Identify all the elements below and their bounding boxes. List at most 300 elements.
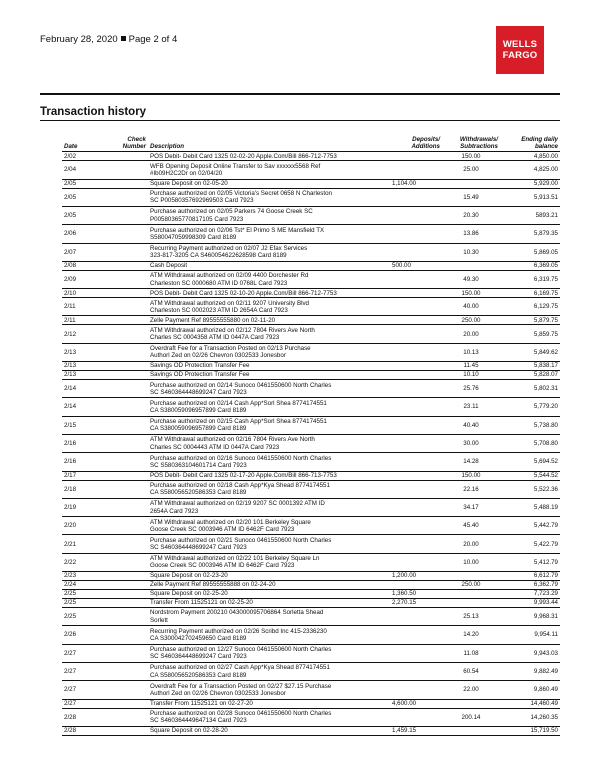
cell-check-number	[86, 362, 148, 371]
cell-check-number	[86, 371, 148, 380]
cell-deposit	[388, 152, 442, 161]
cell-withdrawal: 40.00	[442, 298, 500, 316]
cell-date: 2/21	[62, 535, 86, 553]
col-header-description: Description	[150, 143, 185, 151]
cell-check-number	[86, 325, 148, 343]
cell-balance: 9,993.44	[500, 599, 560, 608]
cell-withdrawal: 25.00	[442, 161, 500, 179]
cell-balance: 5,522.36	[500, 480, 560, 498]
cell-withdrawal: 49.30	[442, 270, 500, 288]
description-line: ATM Withdrawal authorized on 02/09 4400 Dorchester Rd	[150, 272, 309, 280]
statement-header	[40, 34, 177, 45]
description-line: Purchase authorized on 12/27 Sunoco 0461550600 North Charles	[150, 646, 332, 654]
description-line: 323-817-3205 CA S460054622628598 Card 8189	[150, 252, 287, 260]
cell-date: 2/05	[62, 207, 86, 225]
table-header-row	[62, 136, 560, 152]
cell-description	[148, 471, 388, 480]
description-line: ATM Withdrawal authorized on 02/20 101 Berkeley Square	[150, 518, 311, 526]
cell-description	[148, 243, 388, 261]
cell-check-number	[86, 553, 148, 571]
cell-description	[148, 371, 388, 380]
cell-check-number	[86, 243, 148, 261]
description-line: Authorl Zed on 02/26 Chevron 0302533 Jonesbor	[150, 689, 286, 697]
cell-check-number	[86, 343, 148, 361]
table-row	[62, 626, 560, 644]
cell-description	[148, 626, 388, 644]
cell-deposit	[388, 498, 442, 516]
cell-description	[148, 644, 388, 662]
cell-balance: 5,694.52	[500, 453, 560, 471]
cell-date: 2/05	[62, 188, 86, 206]
cell-deposit	[388, 434, 442, 452]
cell-withdrawal: 25.76	[442, 380, 500, 398]
cell-date: 2/07	[62, 243, 86, 261]
description-line: SC P00580357692969503 Card 7923	[150, 197, 254, 205]
cell-check-number	[86, 726, 148, 735]
cell-withdrawal: 34.17	[442, 498, 500, 516]
cell-check-number	[86, 581, 148, 590]
cell-date: 2/13	[62, 371, 86, 380]
description-line: Sorlett	[150, 616, 168, 624]
square-bullet-icon	[121, 36, 126, 41]
cell-description	[148, 572, 388, 581]
cell-withdrawal: 13.86	[442, 225, 500, 243]
table-row	[62, 152, 560, 161]
cell-description	[148, 398, 388, 416]
page-number: Page 2 of 4	[128, 34, 178, 45]
cell-description	[148, 517, 388, 535]
cell-balance: 5,422.79	[500, 535, 560, 553]
description-line: WFB Opening Deposit Online Transfer to Sav xxxxxx5568 Ref	[150, 162, 321, 170]
table-row	[62, 590, 560, 599]
cell-date: 2/20	[62, 517, 86, 535]
cell-deposit	[388, 553, 442, 571]
description-line: Purchase authorized on 02/27 Cash App*Kya Shead 8774174551	[150, 664, 330, 672]
table-row	[62, 325, 560, 343]
table-row	[62, 434, 560, 452]
cell-balance: 5,859.75	[500, 325, 560, 343]
cell-description	[148, 298, 388, 316]
description-line: Square Deposit on 02-23-20	[150, 572, 228, 580]
cell-deposit	[388, 207, 442, 225]
cell-balance: 5,488.19	[500, 498, 560, 516]
cell-date: 2/04	[62, 161, 86, 179]
cell-deposit	[388, 535, 442, 553]
cell-date: 2/14	[62, 398, 86, 416]
transaction-rows	[62, 152, 560, 735]
cell-withdrawal: 150.00	[442, 471, 500, 480]
table-row	[62, 517, 560, 535]
cell-deposit	[388, 517, 442, 535]
cell-withdrawal: 25.13	[442, 608, 500, 626]
cell-description	[148, 325, 388, 343]
description-line: Purchase authorized on 02/14 Cash App*Sorl Shea 8774174551	[150, 399, 327, 407]
description-line: Goose Creek SC 0003946 ATM ID 6462F Card 7923	[150, 562, 295, 570]
cell-balance: 5,849.62	[500, 343, 560, 361]
section-divider	[40, 93, 560, 95]
cell-deposit	[388, 453, 442, 471]
cell-date: 2/27	[62, 662, 86, 680]
cell-withdrawal: 250.00	[442, 316, 500, 325]
cell-date: 2/16	[62, 434, 86, 452]
cell-balance: 5,544.52	[500, 471, 560, 480]
cell-deposit	[388, 644, 442, 662]
cell-withdrawal: 15.49	[442, 188, 500, 206]
cell-withdrawal	[442, 590, 500, 599]
description-line: Transfer From 11525121 on 02-25-20	[150, 599, 253, 607]
cell-withdrawal: 10.13	[442, 343, 500, 361]
cell-withdrawal: 45.40	[442, 517, 500, 535]
cell-deposit: 2,270.15	[388, 599, 442, 608]
cell-deposit: 1,360.50	[388, 590, 442, 599]
cell-description	[148, 599, 388, 608]
cell-withdrawal: 40.40	[442, 416, 500, 434]
cell-balance: 5,802.31	[500, 380, 560, 398]
cell-description	[148, 161, 388, 179]
cell-balance: 5,869.05	[500, 243, 560, 261]
cell-description	[148, 416, 388, 434]
cell-balance: 5,828.07	[500, 371, 560, 380]
cell-deposit	[388, 662, 442, 680]
cell-check-number	[86, 434, 148, 452]
cell-description	[148, 380, 388, 398]
cell-check-number	[86, 644, 148, 662]
description-line: Purchase authorized on 02/05 Victoria's Secret 0658 N Charleston	[150, 190, 332, 198]
cell-balance: 9,943.03	[500, 644, 560, 662]
cell-date: 2/15	[62, 416, 86, 434]
description-line: Zelle Payment Ref 89555555888 on 02-24-20	[150, 581, 276, 589]
cell-date: 2/09	[62, 270, 86, 288]
table-row	[62, 188, 560, 206]
cell-check-number	[86, 662, 148, 680]
cell-withdrawal: 150.00	[442, 289, 500, 298]
cell-description	[148, 434, 388, 452]
cell-withdrawal: 60.54	[442, 662, 500, 680]
description-line: CA S580056520586353 Card 8189	[150, 671, 247, 679]
table-row	[62, 681, 560, 699]
table-row	[62, 498, 560, 516]
cell-withdrawal: 250.00	[442, 581, 500, 590]
section-title-underline	[40, 120, 560, 121]
cell-description	[148, 726, 388, 735]
cell-check-number	[86, 535, 148, 553]
cell-date: 2/18	[62, 480, 86, 498]
cell-deposit	[388, 380, 442, 398]
cell-deposit: 4,600.00	[388, 699, 442, 708]
cell-withdrawal: 22.00	[442, 681, 500, 699]
description-line: Recurring Payment authorized on 02/07 J2 Efax Services	[150, 245, 308, 253]
cell-withdrawal: 20.30	[442, 207, 500, 225]
cell-withdrawal: 10.30	[442, 243, 500, 261]
cell-check-number	[86, 161, 148, 179]
cell-description	[148, 498, 388, 516]
description-line: Purchase authorized on 02/05 Parkers 74 Goose Creek SC	[150, 208, 313, 216]
cell-description	[148, 708, 388, 726]
table-row	[62, 581, 560, 590]
table-row	[62, 207, 560, 225]
cell-check-number	[86, 480, 148, 498]
table-row	[62, 708, 560, 726]
description-line: CA S580056520586353 Card 8189	[150, 489, 247, 497]
cell-date: 2/27	[62, 681, 86, 699]
cell-deposit	[388, 371, 442, 380]
table-row	[62, 553, 560, 571]
cell-withdrawal: 20.00	[442, 325, 500, 343]
cell-deposit	[388, 581, 442, 590]
table-row	[62, 662, 560, 680]
cell-balance: 9,882.49	[500, 662, 560, 680]
table-row	[62, 535, 560, 553]
cell-check-number	[86, 152, 148, 161]
table-row	[62, 416, 560, 434]
table-row	[62, 289, 560, 298]
cell-balance: 5,708.80	[500, 434, 560, 452]
cell-date: 2/27	[62, 644, 86, 662]
table-row	[62, 316, 560, 325]
cell-balance: 5,879.75	[500, 316, 560, 325]
cell-description	[148, 608, 388, 626]
cell-check-number	[86, 608, 148, 626]
description-line: Goose Creek SC 0003946 ATM ID 6462F Card 7923	[150, 525, 295, 533]
description-line: Square Deposit on 02-05-20	[150, 180, 228, 188]
cell-description	[148, 480, 388, 498]
cell-withdrawal	[442, 261, 500, 270]
table-row	[62, 644, 560, 662]
cell-balance: 14,460.49	[500, 699, 560, 708]
cell-description	[148, 316, 388, 325]
cell-check-number	[86, 572, 148, 581]
cell-withdrawal: 14.20	[442, 626, 500, 644]
cell-description	[148, 261, 388, 270]
description-line: Nordstrom Payment 200210 043000095706864 Sorletta Shead	[150, 609, 324, 617]
cell-deposit	[388, 416, 442, 434]
description-line: ATM Withdrawal authorized on 02/19 9207 SC 0001392 ATM ID	[150, 500, 325, 508]
table-row	[62, 243, 560, 261]
cell-check-number	[86, 471, 148, 480]
table-row	[62, 298, 560, 316]
cell-description	[148, 289, 388, 298]
cell-deposit	[388, 161, 442, 179]
cell-balance: 5,738.80	[500, 416, 560, 434]
table-row	[62, 726, 560, 735]
table-row	[62, 453, 560, 471]
statement-date: February 28, 2020	[40, 34, 118, 45]
cell-withdrawal: 23.11	[442, 398, 500, 416]
cell-date: 2/11	[62, 316, 86, 325]
description-line: Transfer From 11525121 on 02-27-20	[150, 699, 253, 707]
cell-date: 2/25	[62, 590, 86, 599]
logo-line2: FARGO	[502, 50, 538, 61]
cell-description	[148, 207, 388, 225]
cell-withdrawal: 22.16	[442, 480, 500, 498]
description-line: Charles SC 0004443 ATM ID 0447A Card 7923	[150, 443, 280, 451]
cell-check-number	[86, 179, 148, 188]
cell-date: 2/10	[62, 289, 86, 298]
cell-deposit	[388, 480, 442, 498]
table-row	[62, 608, 560, 626]
cell-balance: 5,412.79	[500, 553, 560, 571]
table-row	[62, 599, 560, 608]
cell-check-number	[86, 261, 148, 270]
cell-description	[148, 662, 388, 680]
table-row	[62, 261, 560, 270]
cell-check-number	[86, 270, 148, 288]
table-row	[62, 398, 560, 416]
cell-withdrawal	[442, 179, 500, 188]
cell-check-number	[86, 188, 148, 206]
cell-withdrawal	[442, 572, 500, 581]
section-title: Transaction history	[40, 106, 147, 118]
description-line: CA S300042702459650 Card 8189	[150, 634, 247, 642]
description-line: SC S580363104601714 Card 7923	[150, 461, 247, 469]
cell-description	[148, 179, 388, 188]
cell-deposit	[388, 188, 442, 206]
description-line: ATM Withdrawal authorized on 02/11 9207 University Blvd	[150, 299, 309, 307]
description-line: P00580365770817105 Card 7923	[150, 215, 244, 223]
col-header-deposits: Deposits/ Additions	[411, 136, 440, 151]
cell-date: 2/28	[62, 726, 86, 735]
cell-withdrawal: 150.00	[442, 152, 500, 161]
cell-withdrawal	[442, 599, 500, 608]
cell-deposit	[388, 708, 442, 726]
cell-withdrawal: 20.00	[442, 535, 500, 553]
cell-balance: 5,913.51	[500, 188, 560, 206]
cell-check-number	[86, 498, 148, 516]
col-header-date: Date	[64, 143, 78, 151]
cell-date: 2/08	[62, 261, 86, 270]
cell-date: 2/23	[62, 572, 86, 581]
description-line: Purchase authorized on 02/14 Sunoco 0461550600 North Charles	[150, 381, 332, 389]
wells-fargo-logo	[496, 26, 544, 74]
cell-description	[148, 535, 388, 553]
cell-deposit	[388, 225, 442, 243]
cell-withdrawal: 10.10	[442, 371, 500, 380]
description-line: Overdraft Fee for a Transaction Posted on 02/13 Purchase	[150, 345, 311, 353]
cell-deposit	[388, 289, 442, 298]
cell-balance: 6,129.75	[500, 298, 560, 316]
cell-deposit	[388, 298, 442, 316]
description-line: 2654A Card 7923	[150, 507, 199, 515]
cell-check-number	[86, 453, 148, 471]
cell-deposit	[388, 398, 442, 416]
cell-date: 2/25	[62, 599, 86, 608]
table-row	[62, 572, 560, 581]
description-line: Savings OD Protection Transfer Fee	[150, 371, 250, 379]
cell-date: 2/24	[62, 581, 86, 590]
cell-withdrawal: 11.45	[442, 362, 500, 371]
cell-balance: 6,319.75	[500, 270, 560, 288]
description-line: Purchase authorized on 02/16 Sunoco 0461550600 North Charles	[150, 454, 332, 462]
cell-date: 2/22	[62, 553, 86, 571]
cell-deposit	[388, 626, 442, 644]
description-line: ATM Withdrawal authorized on 02/22 101 Berkeley Square Ln	[150, 555, 320, 563]
description-line: POS Debit- Debit Card 1325 02-10-20 Apple.Com/Bill 866-712-7753	[150, 289, 337, 297]
cell-description	[148, 270, 388, 288]
cell-date: 2/02	[62, 152, 86, 161]
description-line: Overdraft Fee for a Transaction Posted on 02/27 $27.15 Purchase	[150, 682, 332, 690]
cell-check-number	[86, 416, 148, 434]
description-line: Purchase authorized on 02/21 Sunoco 0461550600 North Charles	[150, 536, 332, 544]
description-line: S580047059998309 Card 8189	[150, 233, 237, 241]
description-line: Cash Deposit	[150, 262, 188, 270]
description-line: Zelle Payment Ref 89555555880 on 02-11-20	[150, 316, 276, 324]
cell-date: 2/06	[62, 225, 86, 243]
cell-balance: 6,169.75	[500, 289, 560, 298]
cell-deposit	[388, 681, 442, 699]
description-line: Authorl Zed on 02/26 Chevron 0302533 Jonesbor	[150, 352, 286, 360]
description-line: Square Deposit on 02-28-20	[150, 727, 228, 735]
cell-balance: 6,369.05	[500, 261, 560, 270]
table-row	[62, 371, 560, 380]
cell-deposit: 500.00	[388, 261, 442, 270]
cell-date: 2/17	[62, 471, 86, 480]
cell-balance: 5,779.20	[500, 398, 560, 416]
cell-date: 2/05	[62, 179, 86, 188]
cell-description	[148, 152, 388, 161]
cell-check-number	[86, 681, 148, 699]
cell-deposit	[388, 316, 442, 325]
cell-withdrawal: 200.14	[442, 708, 500, 726]
description-line: CA S380059096957899 Card 8189	[150, 425, 247, 433]
cell-deposit	[388, 270, 442, 288]
cell-description	[148, 681, 388, 699]
description-line: Purchase authorized on 02/28 Sunoco 0461550600 North Charles	[150, 709, 332, 717]
cell-deposit: 1,104.00	[388, 179, 442, 188]
cell-date: 2/14	[62, 380, 86, 398]
description-line: Purchase authorized on 02/06 Tst* El Primo S ME Mansfield TX	[150, 226, 325, 234]
table-row	[62, 480, 560, 498]
description-line: ATM Withdrawal authorized on 02/12 7804 Rivers Ave North	[150, 326, 315, 334]
cell-deposit	[388, 325, 442, 343]
cell-check-number	[86, 590, 148, 599]
cell-description	[148, 553, 388, 571]
cell-description	[148, 453, 388, 471]
cell-check-number	[86, 626, 148, 644]
table-row	[62, 270, 560, 288]
cell-withdrawal: 30.00	[442, 434, 500, 452]
cell-check-number	[86, 207, 148, 225]
description-line: POS Debit- Debit Card 1325 02-17-20 Apple.Com/Bill 866-713-7753	[150, 471, 337, 479]
col-header-check-number: Check Number	[122, 136, 146, 151]
logo-line1: WELLS	[502, 39, 538, 50]
cell-description	[148, 590, 388, 599]
table-row	[62, 362, 560, 371]
cell-description	[148, 581, 388, 590]
cell-check-number	[86, 225, 148, 243]
col-header-balance: Ending daily balance	[521, 136, 558, 151]
description-line: CA S380059096957899 Card 8189	[150, 407, 247, 415]
cell-deposit: 1,459.15	[388, 726, 442, 735]
description-line: Charles SC 0004358 ATM ID 0447A Card 7923	[150, 334, 280, 342]
cell-balance: 6,362.79	[500, 581, 560, 590]
cell-balance: 9,968.31	[500, 608, 560, 626]
cell-deposit	[388, 608, 442, 626]
cell-check-number	[86, 316, 148, 325]
cell-date: 2/13	[62, 362, 86, 371]
cell-balance: 5893.21	[500, 207, 560, 225]
cell-date: 2/11	[62, 298, 86, 316]
cell-date: 2/25	[62, 608, 86, 626]
cell-deposit	[388, 243, 442, 261]
table-row	[62, 471, 560, 480]
cell-date: 2/28	[62, 708, 86, 726]
description-line: SC S460364448699247 Card 7923	[150, 388, 247, 396]
description-line: #Ib09H2C2Dr on 02/04/20	[150, 170, 223, 178]
cell-balance: 5,442.79	[500, 517, 560, 535]
cell-balance: 4,825.00	[500, 161, 560, 179]
cell-check-number	[86, 289, 148, 298]
cell-deposit	[388, 362, 442, 371]
